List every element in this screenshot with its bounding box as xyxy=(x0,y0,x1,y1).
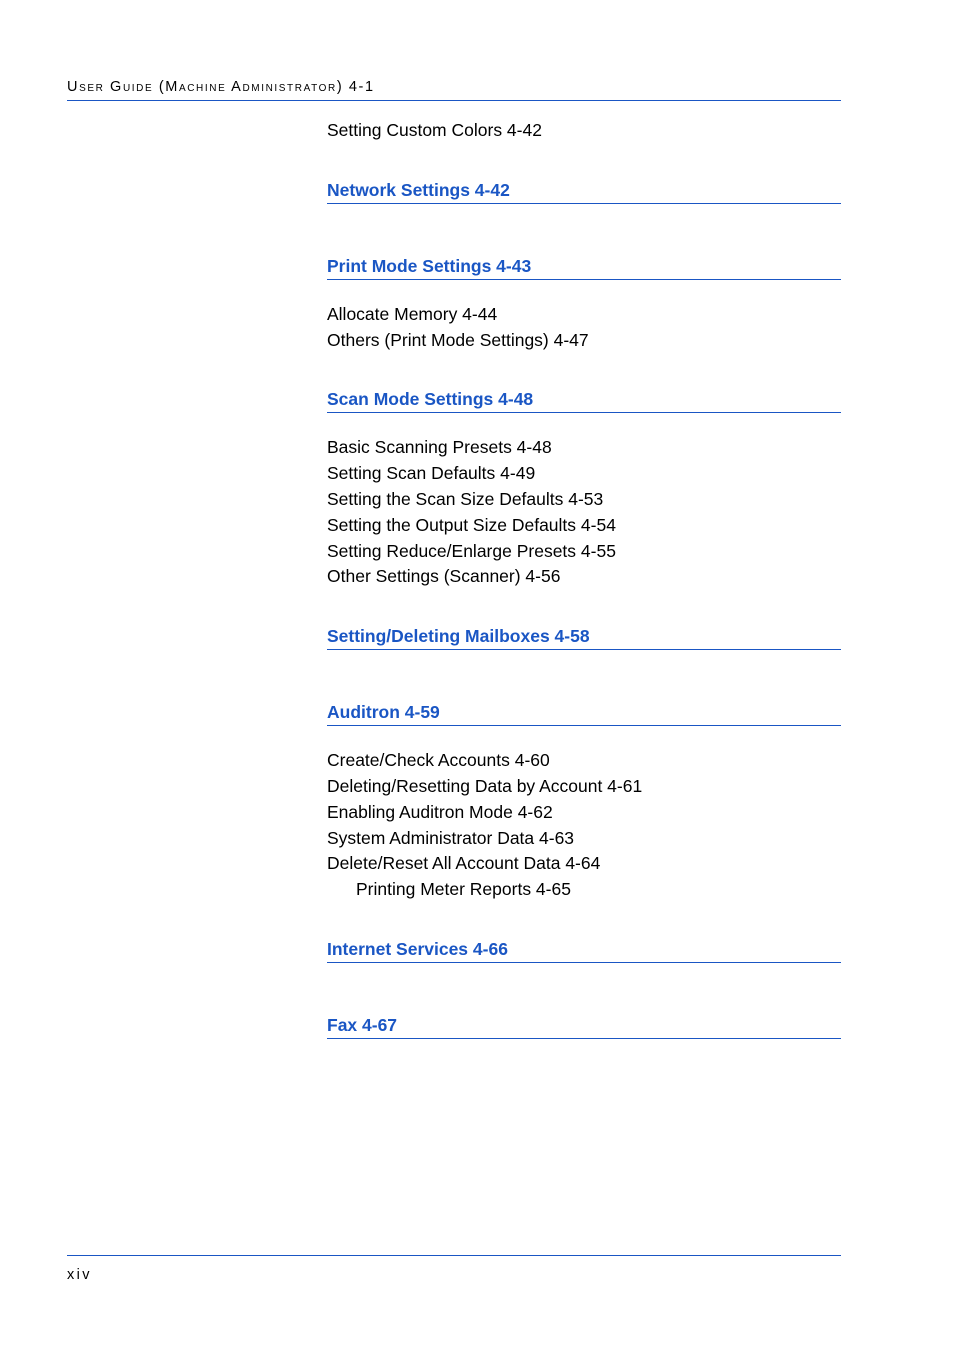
toc-section-network-settings[interactable] xyxy=(327,174,841,204)
section-title: Scan Mode Settings 4-48 xyxy=(327,389,534,410)
toc-section-print-mode-settings[interactable] xyxy=(327,250,841,280)
toc-entry-other-settings-scanner[interactable]: Other Settings (Scanner) 4-56 xyxy=(327,566,561,587)
section-title: Internet Services 4-66 xyxy=(327,938,508,959)
toc-entry-output-size-defaults[interactable]: Setting the Output Size Defaults 4-54 xyxy=(327,514,616,535)
section-title: Fax 4-67 xyxy=(327,1014,398,1035)
section-title: Network Settings 4-42 xyxy=(327,179,510,200)
toc-entry-scan-size-defaults[interactable]: Setting the Scan Size Defaults 4-53 xyxy=(327,488,604,509)
toc-entry-setting-custom-colors[interactable]: Setting Custom Colors 4-42 xyxy=(327,120,542,140)
toc-entry-deleting-resetting-data[interactable]: Deleting/Resetting Data by Account 4-61 xyxy=(327,775,643,796)
toc-entry-enabling-auditron-mode[interactable]: Enabling Auditron Mode 4-62 xyxy=(327,801,553,822)
toc-section-internet-services[interactable] xyxy=(327,933,841,963)
table-of-contents xyxy=(327,118,841,1039)
toc-entry-allocate-memory[interactable]: Allocate Memory 4-44 xyxy=(327,303,498,324)
running-header: User Guide (Machine Administrator) 4-1 xyxy=(67,77,841,101)
section-title: Print Mode Settings 4-43 xyxy=(327,255,532,276)
toc-entry-reduce-enlarge-presets[interactable]: Setting Reduce/Enlarge Presets 4-55 xyxy=(327,540,616,561)
toc-entry-create-check-accounts[interactable]: Create/Check Accounts 4-60 xyxy=(327,750,550,771)
toc-section-auditron[interactable] xyxy=(327,696,841,726)
toc-entry-printing-meter-reports[interactable]: Printing Meter Reports 4-65 xyxy=(356,879,571,900)
toc-section-fax[interactable] xyxy=(327,1009,841,1039)
toc-entry-system-administrator-data[interactable]: System Administrator Data 4-63 xyxy=(327,827,575,848)
toc-entry-delete-reset-all-account-data[interactable]: Delete/Reset All Account Data 4-64 xyxy=(327,853,601,874)
toc-section-scan-mode-settings[interactable] xyxy=(327,383,841,413)
toc-entry-others-print-mode[interactable]: Others (Print Mode Settings) 4-47 xyxy=(327,329,589,350)
section-title: Auditron 4-59 xyxy=(327,702,440,723)
toc-entry-setting-scan-defaults[interactable]: Setting Scan Defaults 4-49 xyxy=(327,463,536,484)
page-number: xiv xyxy=(67,1267,92,1283)
toc-entry-basic-scanning-presets[interactable]: Basic Scanning Presets 4-48 xyxy=(327,437,552,458)
toc-section-mailboxes[interactable] xyxy=(327,620,841,650)
footer-rule xyxy=(67,1255,841,1256)
section-title: Setting/Deleting Mailboxes 4-58 xyxy=(327,626,590,647)
